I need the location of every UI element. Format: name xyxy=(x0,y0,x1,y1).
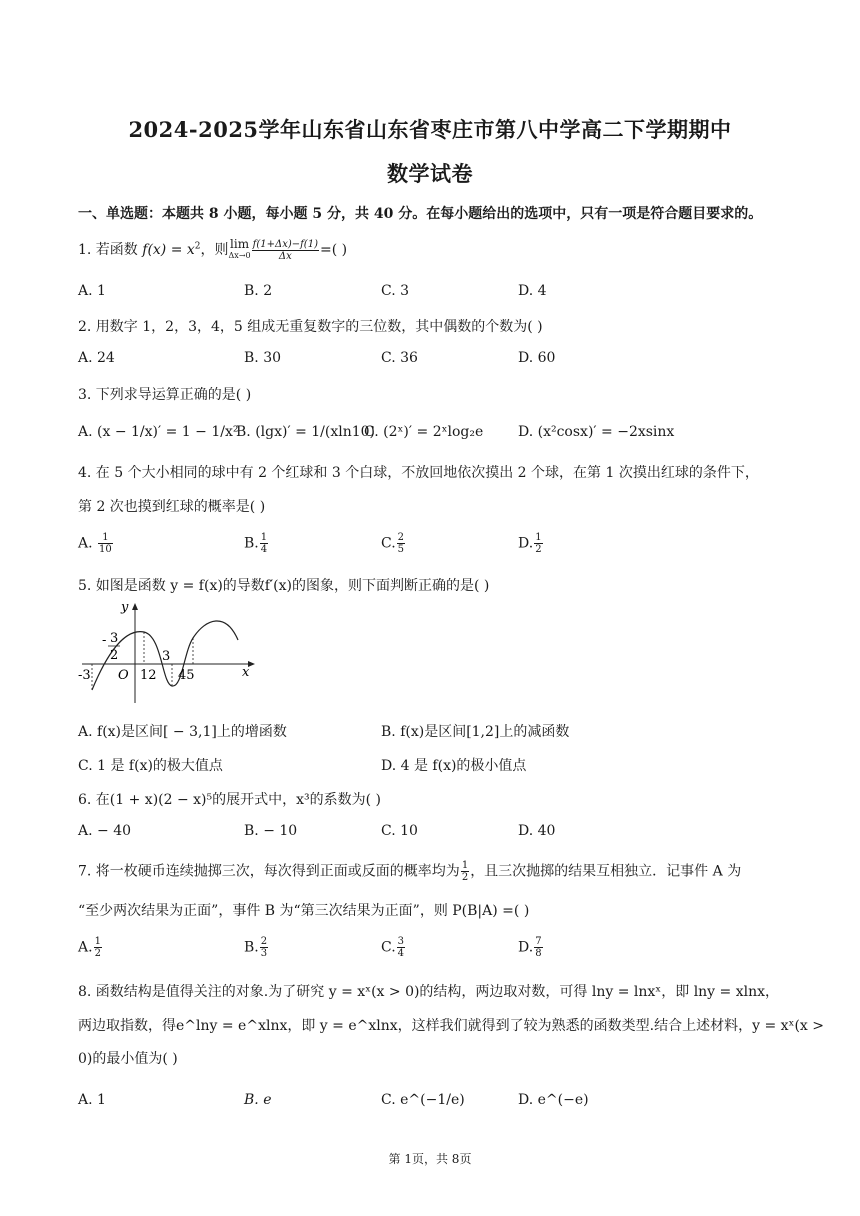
q6-option-c: C. 10 xyxy=(381,823,418,839)
graph-label-three: 3 xyxy=(162,649,171,664)
graph-label-neg3: -3 xyxy=(78,668,91,683)
q1-stem-a: 1. 若函数 xyxy=(78,242,143,258)
q1-option-d: D. 4 xyxy=(518,283,547,299)
q7-stem-line2: “至少两次结果为正面”，事件 B 为“第三次结果为正面”，则 P(B|A) =( ) xyxy=(78,903,530,919)
section-heading: 一、单选题：本题共 8 小题，每小题 5 分，共 40 分。在每小题给出的选项中，只有一项是符合题目要求的。 xyxy=(78,206,763,222)
q7-option-a: A. $\frac{1}{2}$ xyxy=(78,936,101,959)
q8-option-b: B. e xyxy=(244,1092,272,1108)
q1-stem-c: =( ) xyxy=(319,242,348,258)
q4-option-b: B. $\frac{1}{4}$ xyxy=(244,532,268,555)
q3-option-b: B. (lgx)′ = 1/(xln10) xyxy=(236,424,376,440)
q4-stem-line1: 4. 在 5 个大小相同的球中有 2 个红球和 3 个白球，不放回地依次摸出 2 个球，在第 1 次摸出红球的条件下， xyxy=(78,465,759,481)
q6-stem: 6. 在(1 + x)(2 − x)⁵的展开式中，x³的系数为( ) xyxy=(78,792,382,808)
q5-option-d: D. 4 是 f(x)的极小值点 xyxy=(381,758,527,774)
graph-label-12: 12 xyxy=(140,668,157,683)
q8-option-d: D. e^(−e) xyxy=(518,1092,589,1108)
graph-label-origin: O xyxy=(118,668,129,683)
q3-option-c: C. (2ˣ)′ = 2ˣlog₂e xyxy=(364,424,484,440)
q2-stem: 2. 用数字 1，2，3，4，5 组成无重复数字的三位数，其中偶数的个数为( ) xyxy=(78,319,543,335)
graph-label-3: 3 xyxy=(110,631,119,646)
q3-option-d: D. (x²cosx)′ = −2xsinx xyxy=(518,424,675,440)
q8-option-c: C. e^(−1/e) xyxy=(381,1092,465,1108)
q1-stem: 1. 若函数 $f(x) = x^2$，则 lim Δx→0 $\frac{f(1+\Delta x)-f(1)}{\Delta x}$ =( ) xyxy=(78,237,348,262)
q1-limit: lim Δx→0 xyxy=(228,237,251,260)
exam-subtitle: 数学试卷 xyxy=(387,161,473,186)
q5-derivative-graph xyxy=(78,598,258,708)
graph-label-neg-sign: - xyxy=(102,633,107,648)
q3-option-a: A. (x − 1/x)′ = 1 − 1/x² xyxy=(78,424,239,440)
q6-option-d: D. 40 xyxy=(518,823,556,839)
q8-stem-line2: 两边取指数，得e^lny = e^xlnx，即 y = e^xlnx，这样我们就得到了较为熟悉的函数类型.结合上述材料，y = xˣ(x > xyxy=(78,1018,824,1034)
q7-stem-line1: 7. 将一枚硬币连续抛掷三次，每次得到正面或反面的概率均为 $\frac{1}{2}$ ，且三次抛掷的结果互相独立．记事件 A 为 xyxy=(78,860,742,883)
q8-stem-line1: 8. 函数结构是值得关注的对象.为了研究 y = xˣ(x > 0)的结构，两边取对数，可得 lny = lnxˣ，即 lny = xlnx， xyxy=(78,984,780,1000)
graph-x-label: x xyxy=(242,665,250,680)
q2-option-a: A. 24 xyxy=(78,350,115,366)
q1-stem-b: ，则 xyxy=(200,242,229,258)
q5-option-c: C. 1 是 f(x)的极大值点 xyxy=(78,758,223,774)
q1-option-c: C. 3 xyxy=(381,283,410,299)
q7-option-d: D. $\frac{7}{8}$ xyxy=(518,936,542,959)
q8-option-a: A. 1 xyxy=(78,1092,106,1108)
q8-stem-line3: 0)的最小值为( ) xyxy=(78,1051,178,1067)
q2-option-c: C. 36 xyxy=(381,350,418,366)
page-footer: 第 1页，共 8页 xyxy=(388,1152,472,1166)
q4-option-d: D. $\frac{1}{2}$ xyxy=(518,532,542,555)
q2-option-b: B. 30 xyxy=(244,350,282,366)
q1-function: f(x) = x xyxy=(142,242,195,258)
q7-option-c: C. $\frac{3}{4}$ xyxy=(381,936,405,959)
q4-option-c: C. $\frac{2}{5}$ xyxy=(381,532,405,555)
q1-fraction: $\frac{f(1+\Delta x)-f(1)}{\Delta x}$ xyxy=(252,238,318,262)
q2-option-d: D. 60 xyxy=(518,350,556,366)
q4-option-a: A. $\frac{1}{10}$ xyxy=(78,532,112,555)
q1-option-a: A. 1 xyxy=(78,283,106,299)
q5-option-a: A. f(x)是区间[ − 3,1]上的增函数 xyxy=(78,724,287,740)
graph-label-2: 2 xyxy=(110,648,119,663)
q1-option-b: B. 2 xyxy=(244,283,273,299)
q6-option-a: A. − 40 xyxy=(78,823,132,839)
graph-label-45: 45 xyxy=(178,668,195,683)
q6-option-b: B. − 10 xyxy=(244,823,298,839)
q5-stem: 5. 如图是函数 y = f(x)的导数f′(x)的图象，则下面判断正确的是( ) xyxy=(78,578,490,594)
q5-option-b: B. f(x)是区间[1,2]上的减函数 xyxy=(381,724,570,740)
q4-stem-line2: 第 2 次也摸到红球的概率是( ) xyxy=(78,499,266,515)
exam-title: 2024-2025学年山东省山东省枣庄市第八中学高二下学期期中 xyxy=(128,117,732,142)
q3-stem: 3. 下列求导运算正确的是( ) xyxy=(78,387,252,403)
q7-option-b: B. $\frac{2}{3}$ xyxy=(244,936,268,959)
graph-y-label: y xyxy=(121,600,129,615)
